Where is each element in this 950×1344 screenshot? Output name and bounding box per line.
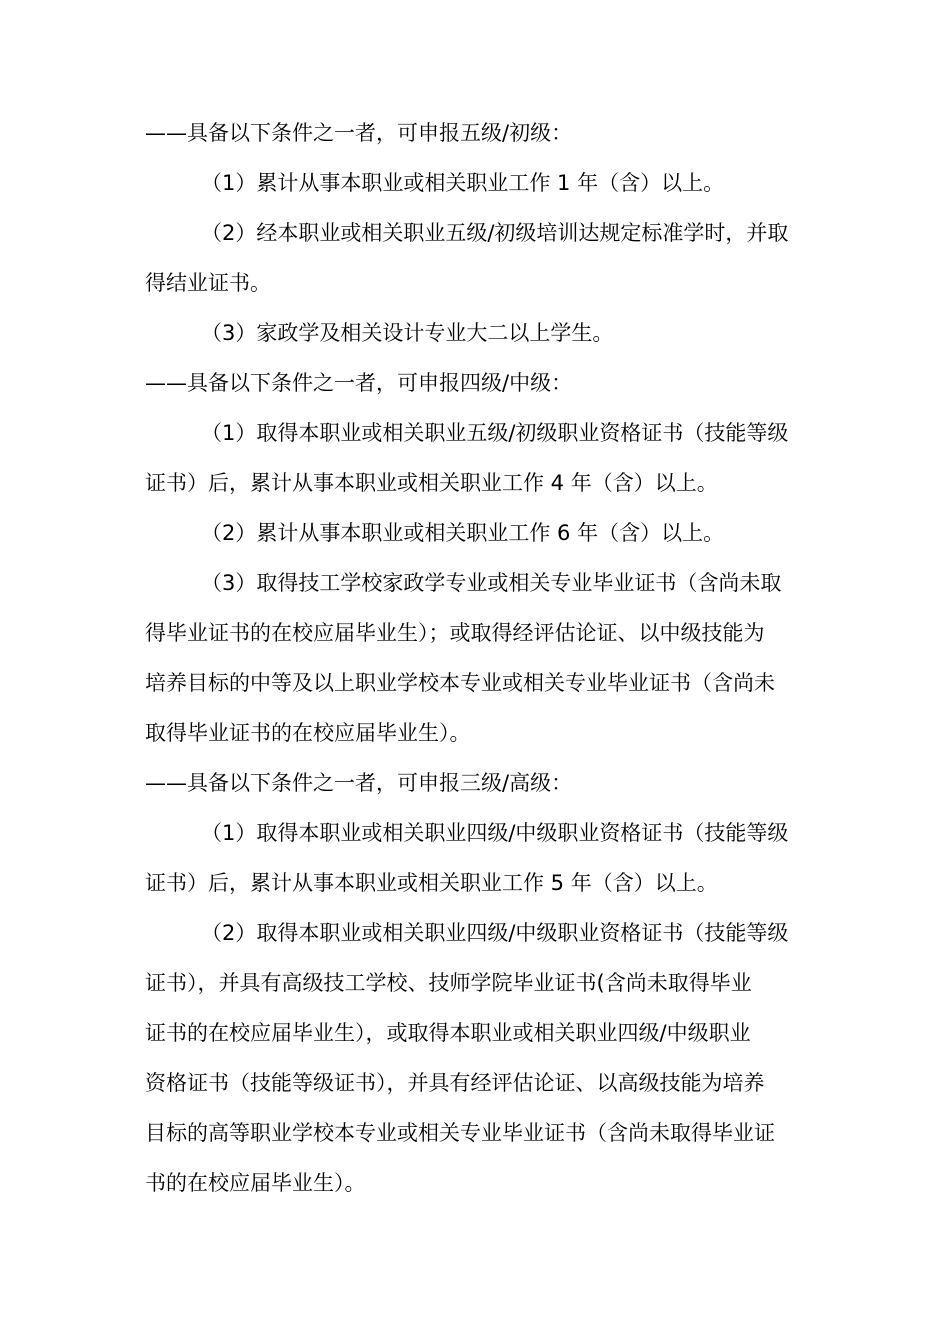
text-line: （2）经本职业或相关职业五级/初级培训达规定标准学时，并取 bbox=[201, 221, 789, 245]
text-line: 得结业证书。 bbox=[145, 271, 271, 295]
text-line: ——具备以下条件之一者，可申报四级/中级： bbox=[145, 371, 573, 395]
text-line: （2）累计从事本职业或相关职业工作 6 年（含）以上。 bbox=[201, 521, 725, 545]
text-line: ——具备以下条件之一者，可申报五级/初级： bbox=[145, 121, 573, 145]
text-line: （3）家政学及相关设计专业大二以上学生。 bbox=[201, 321, 614, 345]
text-line: 取得毕业证书的在校应届毕业生）。 bbox=[145, 721, 471, 745]
text-line: 目标的高等职业学校本专业或相关专业毕业证书（含尚未取得毕业证 bbox=[145, 1121, 775, 1145]
text-line: 资格证书（技能等级证书），并具有经评估论证、以高级技能为培养 bbox=[145, 1071, 765, 1095]
text-line: （1）累计从事本职业或相关职业工作 1 年（含）以上。 bbox=[201, 171, 725, 195]
document-page bbox=[145, 108, 810, 1208]
text-line: 证书），并具有高级技工学校、技师学院毕业证书(含尚未取得毕业 bbox=[145, 971, 752, 995]
text-line: （3）取得技工学校家政学专业或相关专业毕业证书（含尚未取 bbox=[201, 571, 782, 595]
text-line: 培养目标的中等及以上职业学校本专业或相关专业毕业证书（含尚未 bbox=[145, 671, 775, 695]
text-line: ——具备以下条件之一者，可申报三级/高级： bbox=[145, 771, 573, 795]
text-line: （1）取得本职业或相关职业五级/初级职业资格证书（技能等级 bbox=[201, 421, 789, 445]
text-line: 证书）后，累计从事本职业或相关职业工作 5 年（含）以上。 bbox=[145, 871, 718, 895]
text-line: 得毕业证书的在校应届毕业生）；或取得经评估论证、以中级技能为 bbox=[145, 621, 765, 645]
text-line: （2）取得本职业或相关职业四级/中级职业资格证书（技能等级 bbox=[201, 921, 789, 945]
text-line: 证书）后，累计从事本职业或相关职业工作 4 年（含）以上。 bbox=[145, 471, 718, 495]
text-line: 证书的在校应届毕业生），或取得本职业或相关职业四级/中级职业 bbox=[145, 1021, 751, 1045]
text-line: （1）取得本职业或相关职业四级/中级职业资格证书（技能等级 bbox=[201, 821, 789, 845]
text-line: 书的在校应届毕业生）。 bbox=[145, 1171, 366, 1195]
